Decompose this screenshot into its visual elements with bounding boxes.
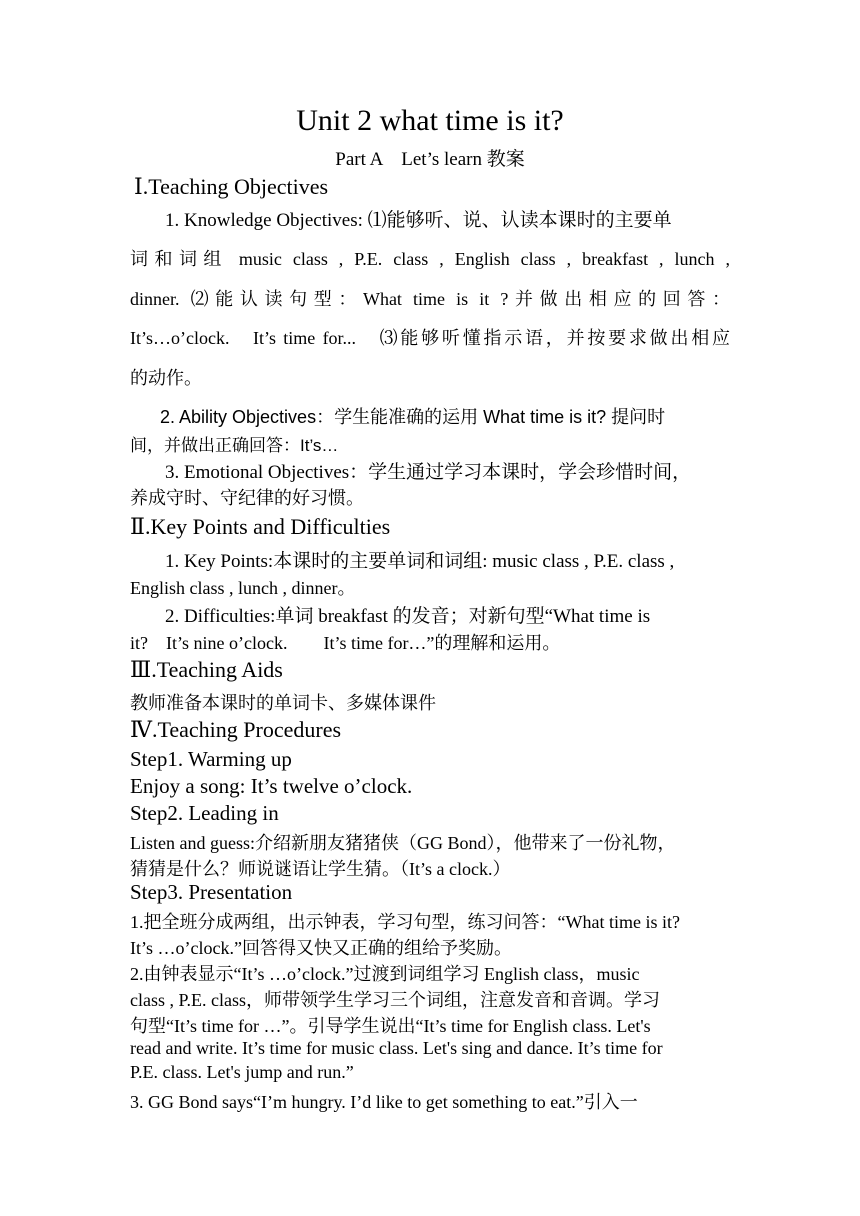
knowledge-line-5: 的动作。 (130, 368, 202, 388)
keypoints-line-1: 1. Key Points:本课时的主要单词和词组: music class , P.E. class , (165, 551, 675, 572)
step1-text: Enjoy a song: It’s twelve o’clock. (130, 774, 413, 798)
knowledge-line-1: 1. Knowledge Objectives: ⑴能够听、说、认读本课时的主要单 (165, 210, 672, 231)
presentation-2-line-5: P.E. class. Let's jump and run.” (130, 1062, 354, 1082)
presentation-3-line-1: 3. GG Bond says“I’m hungry. I’d like to get something to eat.”引入一 (130, 1092, 638, 1112)
presentation-2-line-1: 2.由钟表显示“It’s …o’clock.”过渡到词组学习 English class，music (130, 964, 640, 984)
step2-text-2: 猜猜是什么？师说谜语让学生猜。（It’s a clock.） (130, 859, 511, 879)
keypoints-line-2: English class , lunch , dinner。 (130, 578, 356, 598)
difficulties-line-1: 2. Difficulties:单词 breakfast 的发音；对新句型“What time is (165, 606, 651, 627)
knowledge-line-2: 词和词组 music class , P.E. class , English class , breakfast , lunch , (130, 249, 730, 269)
presentation-2-line-3: 句型“It’s time for …”。引导学生说出“It’s time for English class. Let's (130, 1016, 651, 1036)
presentation-2-line-2: class , P.E. class，师带领学生学习三个词组，注意发音和音调。学习 (130, 990, 660, 1010)
step3-heading: Step3. Presentation (130, 880, 293, 904)
presentation-1-line-1: 1.把全班分成两组，出示钟表，学习句型，练习问答：“What time is it? (130, 912, 680, 932)
ability-line-2: 间，并做出正确回答：It’s… (130, 436, 339, 455)
emotional-line-2: 养成守时、守纪律的好习惯。 (130, 488, 364, 508)
doc-subtitle: Part A Let’s learn 教案 (335, 149, 525, 170)
step2-heading: Step2. Leading in (130, 801, 279, 825)
section-heading-procedures: Ⅳ.Teaching Procedures (130, 717, 342, 742)
step2-text-1: Listen and guess:介绍新朋友猪猪侠（GG Bond），他带来了一份礼物， (130, 833, 676, 853)
emotional-line-1: 3. Emotional Objectives：学生通过学习本课时，学会珍惜时间， (165, 462, 692, 483)
difficulties-line-2: it? It’s nine o’clock. It’s time for…”的理解和运用。 (130, 633, 561, 653)
presentation-2-line-4: read and write. It’s time for music class. Let's sing and dance. It’s time for (130, 1038, 663, 1058)
aids-text: 教师准备本课时的单词卡、多媒体课件 (130, 693, 436, 713)
doc-title: Unit 2 what time is it? (296, 104, 564, 137)
section-heading-keypoints: Ⅱ.Key Points and Difficulties (130, 514, 391, 539)
knowledge-line-4: It’s…o’clock. It’s time for... ⑶能够听懂指示语，并按要求做出相应 (130, 328, 730, 348)
section-heading-aids: Ⅲ.Teaching Aids (130, 657, 283, 682)
step1-heading: Step1. Warming up (130, 747, 292, 771)
knowledge-line-3: dinner. ⑵能认读句型：What time is it ?并做出相应的回答： (130, 289, 730, 309)
ability-line-1: 2. Ability Objectives：学生能准确的运用 What time is it? 提问时 (160, 407, 666, 427)
section-heading-objectives: Ⅰ.Teaching Objectives (134, 174, 329, 199)
presentation-1-line-2: It’s …o’clock.”回答得又快又正确的组给予奖励。 (130, 938, 512, 958)
